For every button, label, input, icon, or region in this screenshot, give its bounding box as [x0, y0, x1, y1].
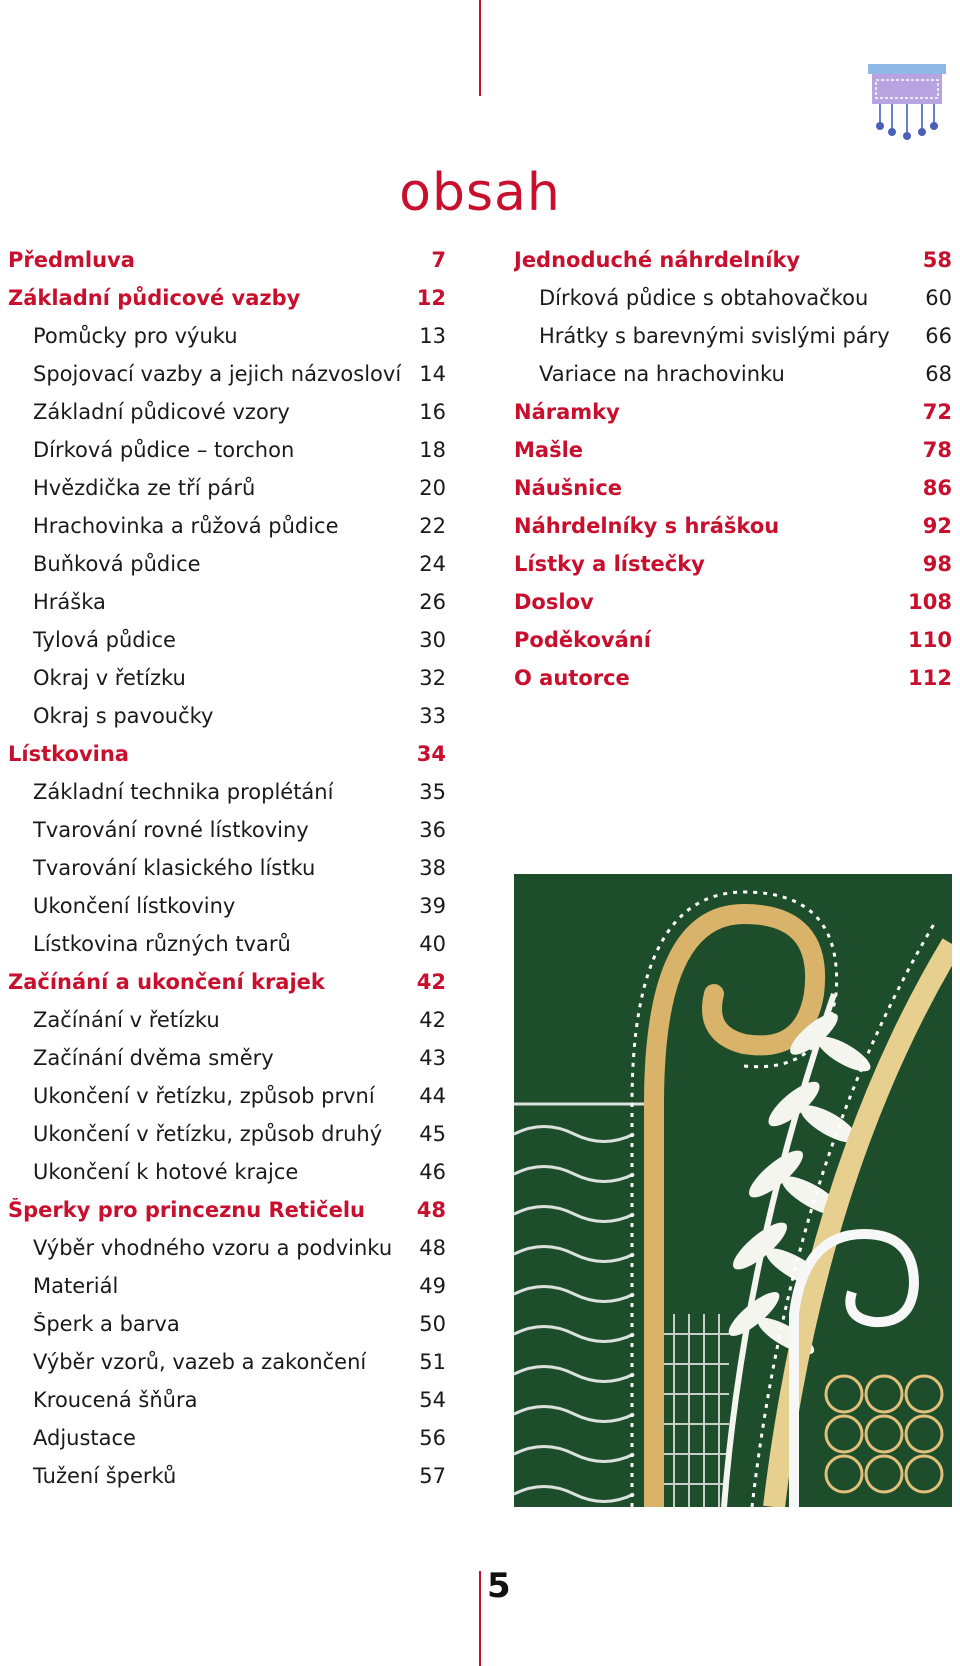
toc-entry-title: Mašle — [514, 438, 584, 462]
toc-entry-title: Ukončení k hotové krajce — [33, 1160, 299, 1184]
toc-entry-page: 112 — [908, 666, 952, 690]
toc-chapter-entry[interactable] — [514, 507, 952, 545]
toc-subentry[interactable] — [8, 1457, 446, 1495]
toc-chapter-entry[interactable] — [8, 735, 446, 773]
toc-entry-page: 72 — [922, 400, 952, 424]
toc-chapter-entry[interactable] — [514, 659, 952, 697]
toc-entry-title: Náušnice — [514, 476, 623, 500]
toc-entry-page: 24 — [419, 552, 446, 576]
toc-entry-title: Variace na hrachovinku — [539, 362, 785, 386]
toc-right-column — [514, 241, 952, 697]
toc-subentry[interactable] — [8, 1077, 446, 1115]
toc-chapter-entry[interactable] — [514, 469, 952, 507]
toc-subentry[interactable] — [8, 887, 446, 925]
toc-entry-title: Materiál — [33, 1274, 119, 1298]
toc-subentry[interactable] — [8, 811, 446, 849]
toc-entry-page: 50 — [419, 1312, 446, 1336]
toc-entry-title: O autorce — [514, 666, 630, 690]
toc-entry-page: 110 — [908, 628, 952, 652]
toc-subentry[interactable] — [8, 773, 446, 811]
toc-entry-page: 98 — [922, 552, 952, 576]
toc-entry-page: 14 — [419, 362, 446, 386]
toc-subentry[interactable] — [8, 697, 446, 735]
toc-entry-page: 13 — [419, 324, 446, 348]
toc-entry-title: Tvarování rovné lístkoviny — [33, 818, 309, 842]
toc-entry-page: 48 — [419, 1236, 446, 1260]
toc-entry-page: 40 — [419, 932, 446, 956]
toc-entry-title: Doslov — [514, 590, 594, 614]
toc-entry-page: 43 — [419, 1046, 446, 1070]
toc-subentry[interactable] — [8, 925, 446, 963]
toc-entry-title: Okraj s pavoučky — [33, 704, 214, 728]
toc-entry-page: 30 — [419, 628, 446, 652]
toc-entry-page: 68 — [925, 362, 952, 386]
toc-entry-page: 26 — [419, 590, 446, 614]
toc-entry-page: 51 — [419, 1350, 446, 1374]
toc-chapter-entry[interactable] — [514, 545, 952, 583]
toc-subentry[interactable] — [8, 1039, 446, 1077]
toc-entry-page: 38 — [419, 856, 446, 880]
toc-subentry[interactable] — [8, 1153, 446, 1191]
toc-chapter-entry[interactable] — [514, 431, 952, 469]
toc-subentry[interactable] — [8, 469, 446, 507]
toc-subentry[interactable] — [8, 393, 446, 431]
toc-subentry[interactable] — [8, 849, 446, 887]
toc-entry-title: Základní půdicové vazby — [8, 286, 301, 310]
toc-entry-title: Poděkování — [514, 628, 651, 652]
toc-entry-title: Lístky a lístečky — [514, 552, 705, 576]
toc-subentry[interactable] — [8, 659, 446, 697]
page-number: 5 — [487, 1566, 511, 1606]
bottom-divider-line — [479, 1571, 481, 1666]
toc-subentry[interactable] — [8, 355, 446, 393]
toc-subentry[interactable] — [8, 1343, 446, 1381]
toc-entry-page: 18 — [419, 438, 446, 462]
toc-entry-page: 60 — [925, 286, 952, 310]
toc-entry-title: Hvězdička ze tří párů — [33, 476, 256, 500]
toc-entry-page: 92 — [922, 514, 952, 538]
toc-entry-page: 12 — [416, 286, 446, 310]
toc-chapter-entry[interactable] — [514, 241, 952, 279]
toc-subentry[interactable] — [8, 583, 446, 621]
toc-entry-title: Náhrdelníky s hráškou — [514, 514, 780, 538]
toc-chapter-entry[interactable] — [514, 393, 952, 431]
toc-entry-page: 35 — [419, 780, 446, 804]
toc-entry-title: Základní technika proplétání — [33, 780, 334, 804]
toc-entry-title: Tvarování klasického lístku — [33, 856, 316, 880]
toc-subentry[interactable] — [8, 1001, 446, 1039]
toc-entry-page: 20 — [419, 476, 446, 500]
toc-entry-title: Tylová půdice — [33, 628, 176, 652]
toc-entry-title: Lístkovina — [8, 742, 129, 766]
toc-entry-title: Okraj v řetízku — [33, 666, 186, 690]
toc-subentry[interactable] — [8, 1305, 446, 1343]
toc-subentry[interactable] — [8, 621, 446, 659]
toc-entry-title: Hrachovinka a růžová půdice — [33, 514, 339, 538]
toc-entry-title: Šperky pro princeznu Retičelu — [8, 1198, 365, 1222]
toc-entry-page: 44 — [419, 1084, 446, 1108]
toc-entry-title: Pomůcky pro výuku — [33, 324, 238, 348]
toc-entry-page: 56 — [419, 1426, 446, 1450]
toc-entry-title: Šperk a barva — [33, 1312, 180, 1336]
toc-subentry[interactable] — [8, 1381, 446, 1419]
toc-subentry[interactable] — [8, 545, 446, 583]
toc-entry-page: 42 — [416, 970, 446, 994]
page-title: obsah — [399, 162, 561, 223]
toc-entry-title: Jednoduché náhrdelníky — [514, 248, 801, 272]
toc-entry-title: Náramky — [514, 400, 620, 424]
toc-subentry[interactable] — [8, 1115, 446, 1153]
toc-entry-page: 46 — [419, 1160, 446, 1184]
toc-entry-page: 86 — [922, 476, 952, 500]
toc-entry-title: Výběr vzorů, vazeb a zakončení — [33, 1350, 367, 1374]
toc-entry-title: Kroucená šňůra — [33, 1388, 198, 1412]
toc-entry-title: Adjustace — [33, 1426, 136, 1450]
toc-subentry[interactable] — [8, 431, 446, 469]
toc-entry-page: 58 — [922, 248, 952, 272]
top-divider-line — [479, 0, 481, 96]
toc-entry-title: Výběr vhodného vzoru a podvinku — [33, 1236, 393, 1260]
toc-subentry[interactable] — [8, 317, 446, 355]
toc-entry-title: Ukončení v řetízku, způsob první — [33, 1084, 375, 1108]
toc-entry-page: 45 — [419, 1122, 446, 1146]
toc-entry-page: 16 — [419, 400, 446, 424]
toc-entry-title: Ukončení v řetízku, způsob druhý — [33, 1122, 383, 1146]
toc-entry-page: 54 — [419, 1388, 446, 1412]
toc-entry-title: Začínání a ukončení krajek — [8, 970, 325, 994]
toc-entry-title: Dírková půdice – torchon — [33, 438, 295, 462]
toc-entry-title: Začínání dvěma směry — [33, 1046, 274, 1070]
toc-entry-title: Ukončení lístkoviny — [33, 894, 236, 918]
toc-chapter-entry[interactable] — [514, 621, 952, 659]
toc-left-column — [8, 241, 446, 1495]
toc-entry-page: 42 — [419, 1008, 446, 1032]
toc-entry-title: Dírková půdice s obtahovačkou — [539, 286, 869, 310]
toc-entry-page: 49 — [419, 1274, 446, 1298]
toc-entry-title: Hrátky s barevnými svislými páry — [539, 324, 890, 348]
toc-entry-title: Hráška — [33, 590, 106, 614]
toc-subentry[interactable] — [8, 1267, 446, 1305]
toc-subentry[interactable] — [8, 1229, 446, 1267]
toc-entry-page: 34 — [416, 742, 446, 766]
toc-entry-title: Předmluva — [8, 248, 135, 272]
toc-chapter-entry[interactable] — [8, 241, 446, 279]
toc-entry-page: 22 — [419, 514, 446, 538]
toc-entry-page: 7 — [431, 248, 446, 272]
toc-entry-page: 57 — [419, 1464, 446, 1488]
toc-subentry[interactable] — [8, 507, 446, 545]
toc-entry-page: 33 — [419, 704, 446, 728]
toc-entry-title: Tužení šperků — [33, 1464, 177, 1488]
lace-logo-icon — [862, 60, 952, 144]
toc-chapter-entry[interactable] — [514, 583, 952, 621]
toc-subentry[interactable] — [514, 317, 952, 355]
toc-entry-title: Začínání v řetízku — [33, 1008, 220, 1032]
toc-entry-title: Lístkovina různých tvarů — [33, 932, 291, 956]
toc-entry-page: 39 — [419, 894, 446, 918]
toc-entry-page: 78 — [922, 438, 952, 462]
toc-subentry[interactable] — [514, 355, 952, 393]
bobbin-lace-photo — [514, 874, 952, 1507]
toc-entry-title: Spojovací vazby a jejich názvosloví — [33, 362, 402, 386]
toc-chapter-entry[interactable] — [8, 279, 446, 317]
toc-chapter-entry[interactable] — [8, 1191, 446, 1229]
toc-chapter-entry[interactable] — [8, 963, 446, 1001]
toc-entry-page: 108 — [908, 590, 952, 614]
toc-entry-page: 36 — [419, 818, 446, 842]
toc-subentry[interactable] — [8, 1419, 446, 1457]
toc-entry-page: 48 — [416, 1198, 446, 1222]
toc-subentry[interactable] — [514, 279, 952, 317]
toc-entry-page: 32 — [419, 666, 446, 690]
toc-entry-page: 66 — [925, 324, 952, 348]
toc-entry-title: Základní půdicové vzory — [33, 400, 290, 424]
toc-entry-title: Buňková půdice — [33, 552, 201, 576]
